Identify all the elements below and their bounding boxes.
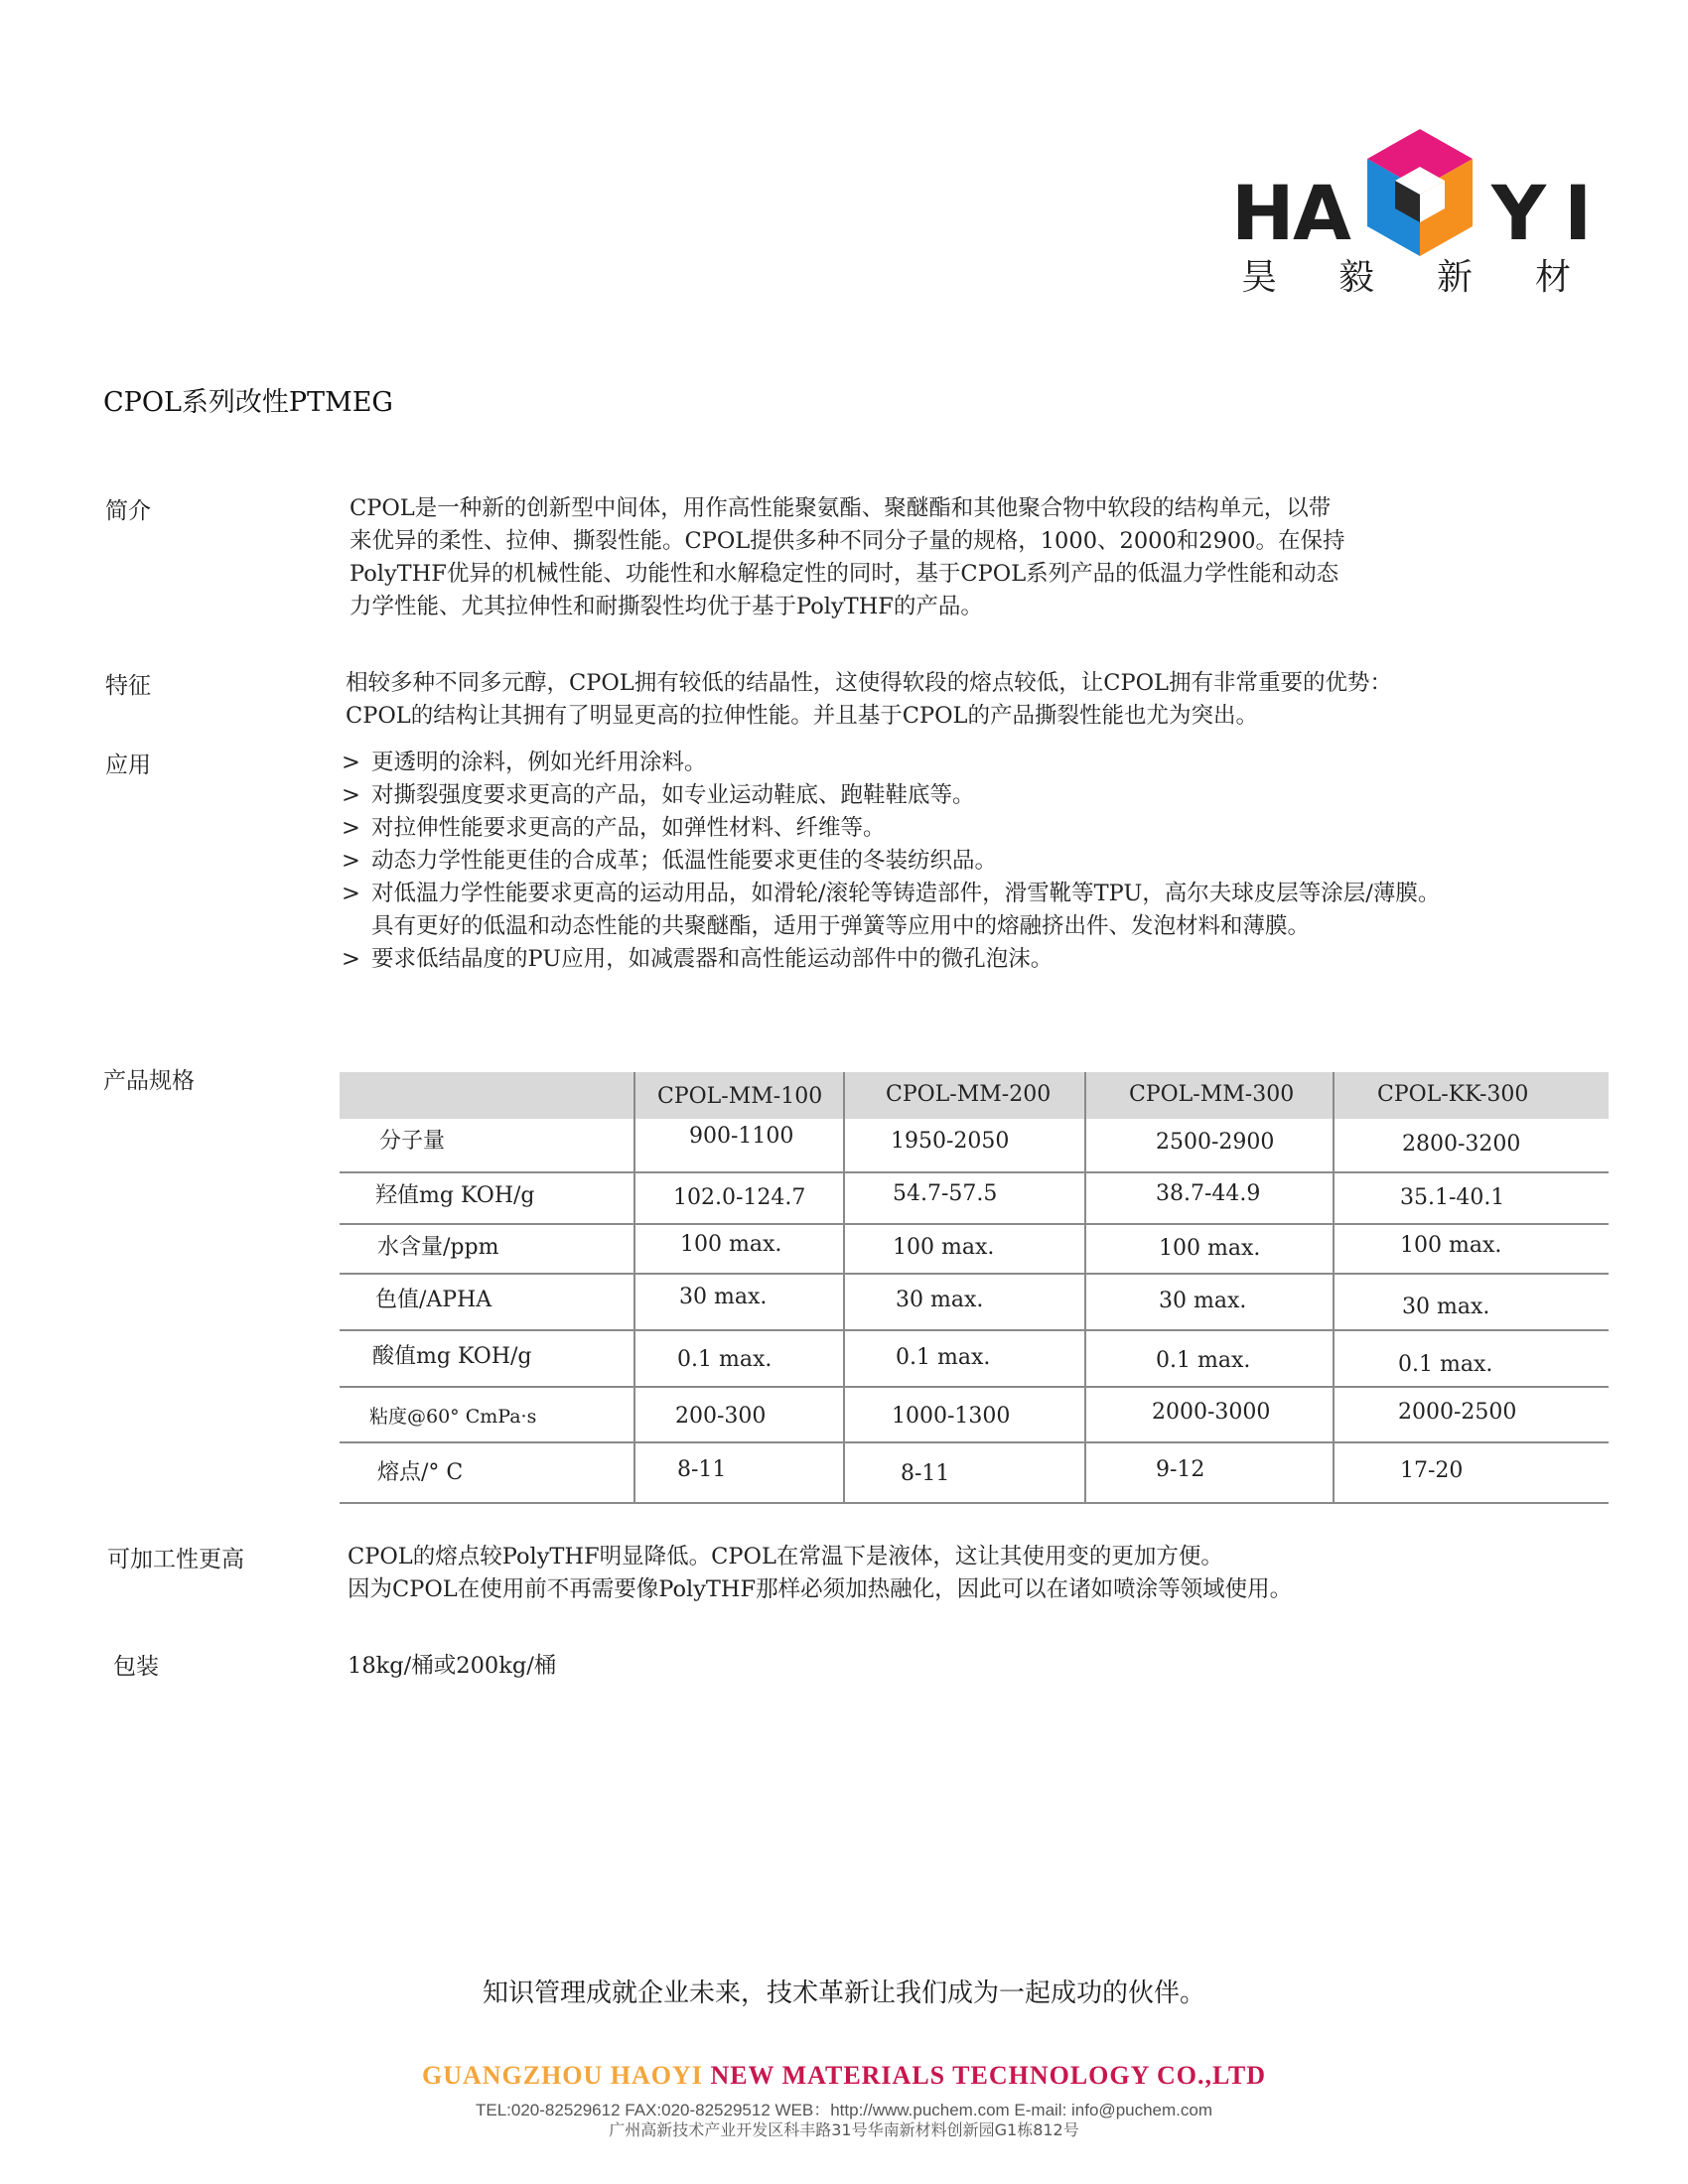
table-divider: [340, 1441, 1609, 1443]
table-cell: 100 max.: [1159, 1236, 1261, 1261]
table-cell: 100 max.: [893, 1235, 995, 1260]
list-item: > 更透明的涂料，例如光纤用涂料。: [342, 747, 1440, 779]
company-name-part: GUANGZHOU HAOYI: [421, 2061, 703, 2090]
company-logo: [1231, 129, 1593, 303]
row-label: 水含量/ppm: [377, 1235, 499, 1260]
logo-cn-char: 昊: [1241, 257, 1278, 298]
table-cell: 17-20: [1400, 1458, 1464, 1483]
table-divider: [340, 1171, 1609, 1173]
table-cell: 2800-3200: [1402, 1132, 1521, 1157]
table-cell: 8-11: [901, 1461, 950, 1486]
table-divider: [1084, 1072, 1086, 1504]
row-label: 熔点/° C: [377, 1460, 464, 1485]
logo-letter: A: [1293, 169, 1351, 257]
table-cell: 100 max.: [680, 1232, 782, 1257]
table-cell: 30 max.: [896, 1288, 984, 1312]
logo-letter: H: [1231, 169, 1295, 257]
table-cell: 100 max.: [1400, 1233, 1502, 1258]
packaging-label: 包装: [113, 1654, 159, 1680]
intro-line: PolyTHF优异的机械性能、功能性和水解稳定性的同时，基于CPOL系列产品的低温力学性能和动态: [350, 561, 1339, 587]
list-item: > 对拉伸性能要求更高的产品，如弹性材料、纤维等。: [342, 812, 1440, 845]
logo-letter: I: [1564, 169, 1593, 257]
processability-line: CPOL的熔点较PolyTHF明显降低。CPOL在常温下是液体，这让其使用变的更加方便。: [348, 1544, 1223, 1570]
column-header: CPOL-MM-300: [1129, 1082, 1295, 1107]
row-label: 分子量: [379, 1129, 446, 1154]
table-cell: 9-12: [1156, 1457, 1205, 1482]
intro-line: 来优异的柔性、拉伸、撕裂性能。CPOL提供多种不同分子量的规格，1000、2000和2900。在保持: [350, 528, 1345, 554]
table-cell: 0.1 max.: [896, 1345, 991, 1370]
table-divider: [340, 1329, 1609, 1331]
processability-text: [348, 1541, 1292, 1606]
bullet-marker: >: [342, 782, 360, 808]
table-cell: 35.1-40.1: [1400, 1185, 1505, 1210]
applications-list: [342, 747, 1440, 976]
logo-cn-char: 新: [1437, 257, 1474, 298]
row-label: 粘度@60° CmPa·s: [369, 1406, 537, 1428]
bullet-marker: >: [342, 750, 360, 775]
processability-line: 因为CPOL在使用前不再需要像PolyTHF那样必须加热融化，因此可以在诸如喷涂等领域使用。: [348, 1576, 1293, 1602]
logo-cn-char: 材: [1535, 257, 1572, 298]
table-cell: 30 max.: [1159, 1289, 1247, 1313]
footer-contact: TEL:020-82529612 FAX:020-82529512 WEB：http://www.puchem.com E-mail: info@puchem.com: [475, 2101, 1213, 2119]
footer-company-name: [0, 2059, 1688, 2093]
list-item: > 要求低结晶度的PU应用，如减震器和高性能运动部件中的微孔泡沫。: [342, 943, 1440, 976]
spec-table: [340, 1072, 1609, 1504]
table-divider: [340, 1386, 1609, 1388]
table-cell: 0.1 max.: [1156, 1348, 1251, 1373]
list-item: > 对撕裂强度要求更高的产品，如专业运动鞋底、跑鞋鞋底等。: [342, 779, 1440, 812]
table-cell: 30 max.: [679, 1285, 768, 1309]
intro-line: CPOL是一种新的创新型中间体，用作高性能聚氨酯、聚醚酯和其他聚合物中软段的结构单元，以带: [350, 495, 1332, 521]
packaging-text: 18kg/桶或200kg/桶: [348, 1653, 557, 1679]
table-divider: [633, 1072, 635, 1504]
cube-logo-icon: [1365, 129, 1475, 258]
bullet-marker: >: [342, 881, 360, 906]
features-line: 相较多种不同多元醇，CPOL拥有较低的结晶性，这使得软段的熔点较低，让CPOL拥有非常重要的优势：: [346, 670, 1392, 696]
intro-text: [350, 492, 1345, 623]
column-header: CPOL-KK-300: [1377, 1082, 1529, 1107]
table-cell: 1000-1300: [892, 1404, 1011, 1429]
table-cell: 2000-2500: [1398, 1400, 1517, 1425]
logo-cn-char: 毅: [1338, 257, 1375, 298]
list-item: 具有更好的低温和动态性能的共聚醚酯，适用于弹簧等应用中的熔融挤出件、发泡材料和薄膜。: [371, 913, 1311, 939]
table-cell: 1950-2050: [891, 1129, 1010, 1154]
applications-label: 应用: [105, 752, 151, 778]
table-cell: 900-1100: [689, 1124, 794, 1149]
table-cell: 0.1 max.: [1398, 1352, 1493, 1377]
row-label: 色值/APHA: [375, 1288, 492, 1312]
row-label: 羟值mg KOH/g: [375, 1183, 535, 1208]
features-label: 特征: [105, 673, 151, 699]
table-cell: 54.7-57.5: [893, 1181, 998, 1206]
list-item: > 动态力学性能更佳的合成革；低温性能要求更佳的冬装纺织品。: [342, 845, 1440, 878]
table-divider: [340, 1223, 1609, 1225]
intro-label: 简介: [105, 498, 151, 524]
table-cell: 8-11: [677, 1457, 727, 1482]
intro-line: 力学性能、尤其拉伸性和耐撕裂性均优于基于PolyTHF的产品。: [350, 594, 983, 619]
logo-letter: Y: [1491, 169, 1547, 257]
table-cell: 102.0-124.7: [673, 1185, 806, 1210]
processability-label: 可加工性更高: [107, 1547, 244, 1572]
spec-label: 产品规格: [103, 1068, 195, 1094]
table-divider: [843, 1072, 845, 1504]
row-label: 酸值mg KOH/g: [372, 1344, 532, 1369]
table-cell: 38.7-44.9: [1156, 1181, 1261, 1206]
table-divider: [1333, 1072, 1335, 1504]
table-cell: 2500-2900: [1156, 1130, 1275, 1155]
footer-address: 广州高新技术产业开发区科丰路31号华南新材料创新园G1栋812号: [609, 2120, 1079, 2139]
page-title: CPOL系列改性PTMEG: [103, 387, 393, 418]
table-cell: 2000-3000: [1152, 1400, 1271, 1425]
column-header: CPOL-MM-200: [886, 1082, 1052, 1107]
bullet-marker: >: [342, 946, 360, 972]
features-text: [346, 667, 1392, 733]
bullet-marker: >: [342, 848, 360, 874]
features-line: CPOL的结构让其拥有了明显更高的拉伸性能。并且基于CPOL的产品撕裂性能也尤为突出。: [346, 703, 1258, 729]
table-divider: [340, 1273, 1609, 1275]
bullet-marker: >: [342, 815, 360, 841]
logo-chinese-name: [1231, 253, 1589, 303]
table-cell: 30 max.: [1402, 1295, 1490, 1319]
company-name-part: NEW MATERIALS TECHNOLOGY CO.,LTD: [710, 2061, 1267, 2090]
column-header: CPOL-MM-100: [657, 1084, 823, 1109]
table-divider: [340, 1502, 1609, 1504]
list-item: > 对低温力学性能要求更高的运动用品，如滑轮/滚轮等铸造部件，滑雪靴等TPU，高尔夫球皮层等涂层/薄膜。: [342, 878, 1440, 910]
table-cell: 0.1 max.: [677, 1347, 773, 1372]
footer-slogan: 知识管理成就企业未来，技术革新让我们成为一起成功的伙伴。: [482, 1979, 1205, 2008]
table-cell: 200-300: [675, 1404, 767, 1429]
